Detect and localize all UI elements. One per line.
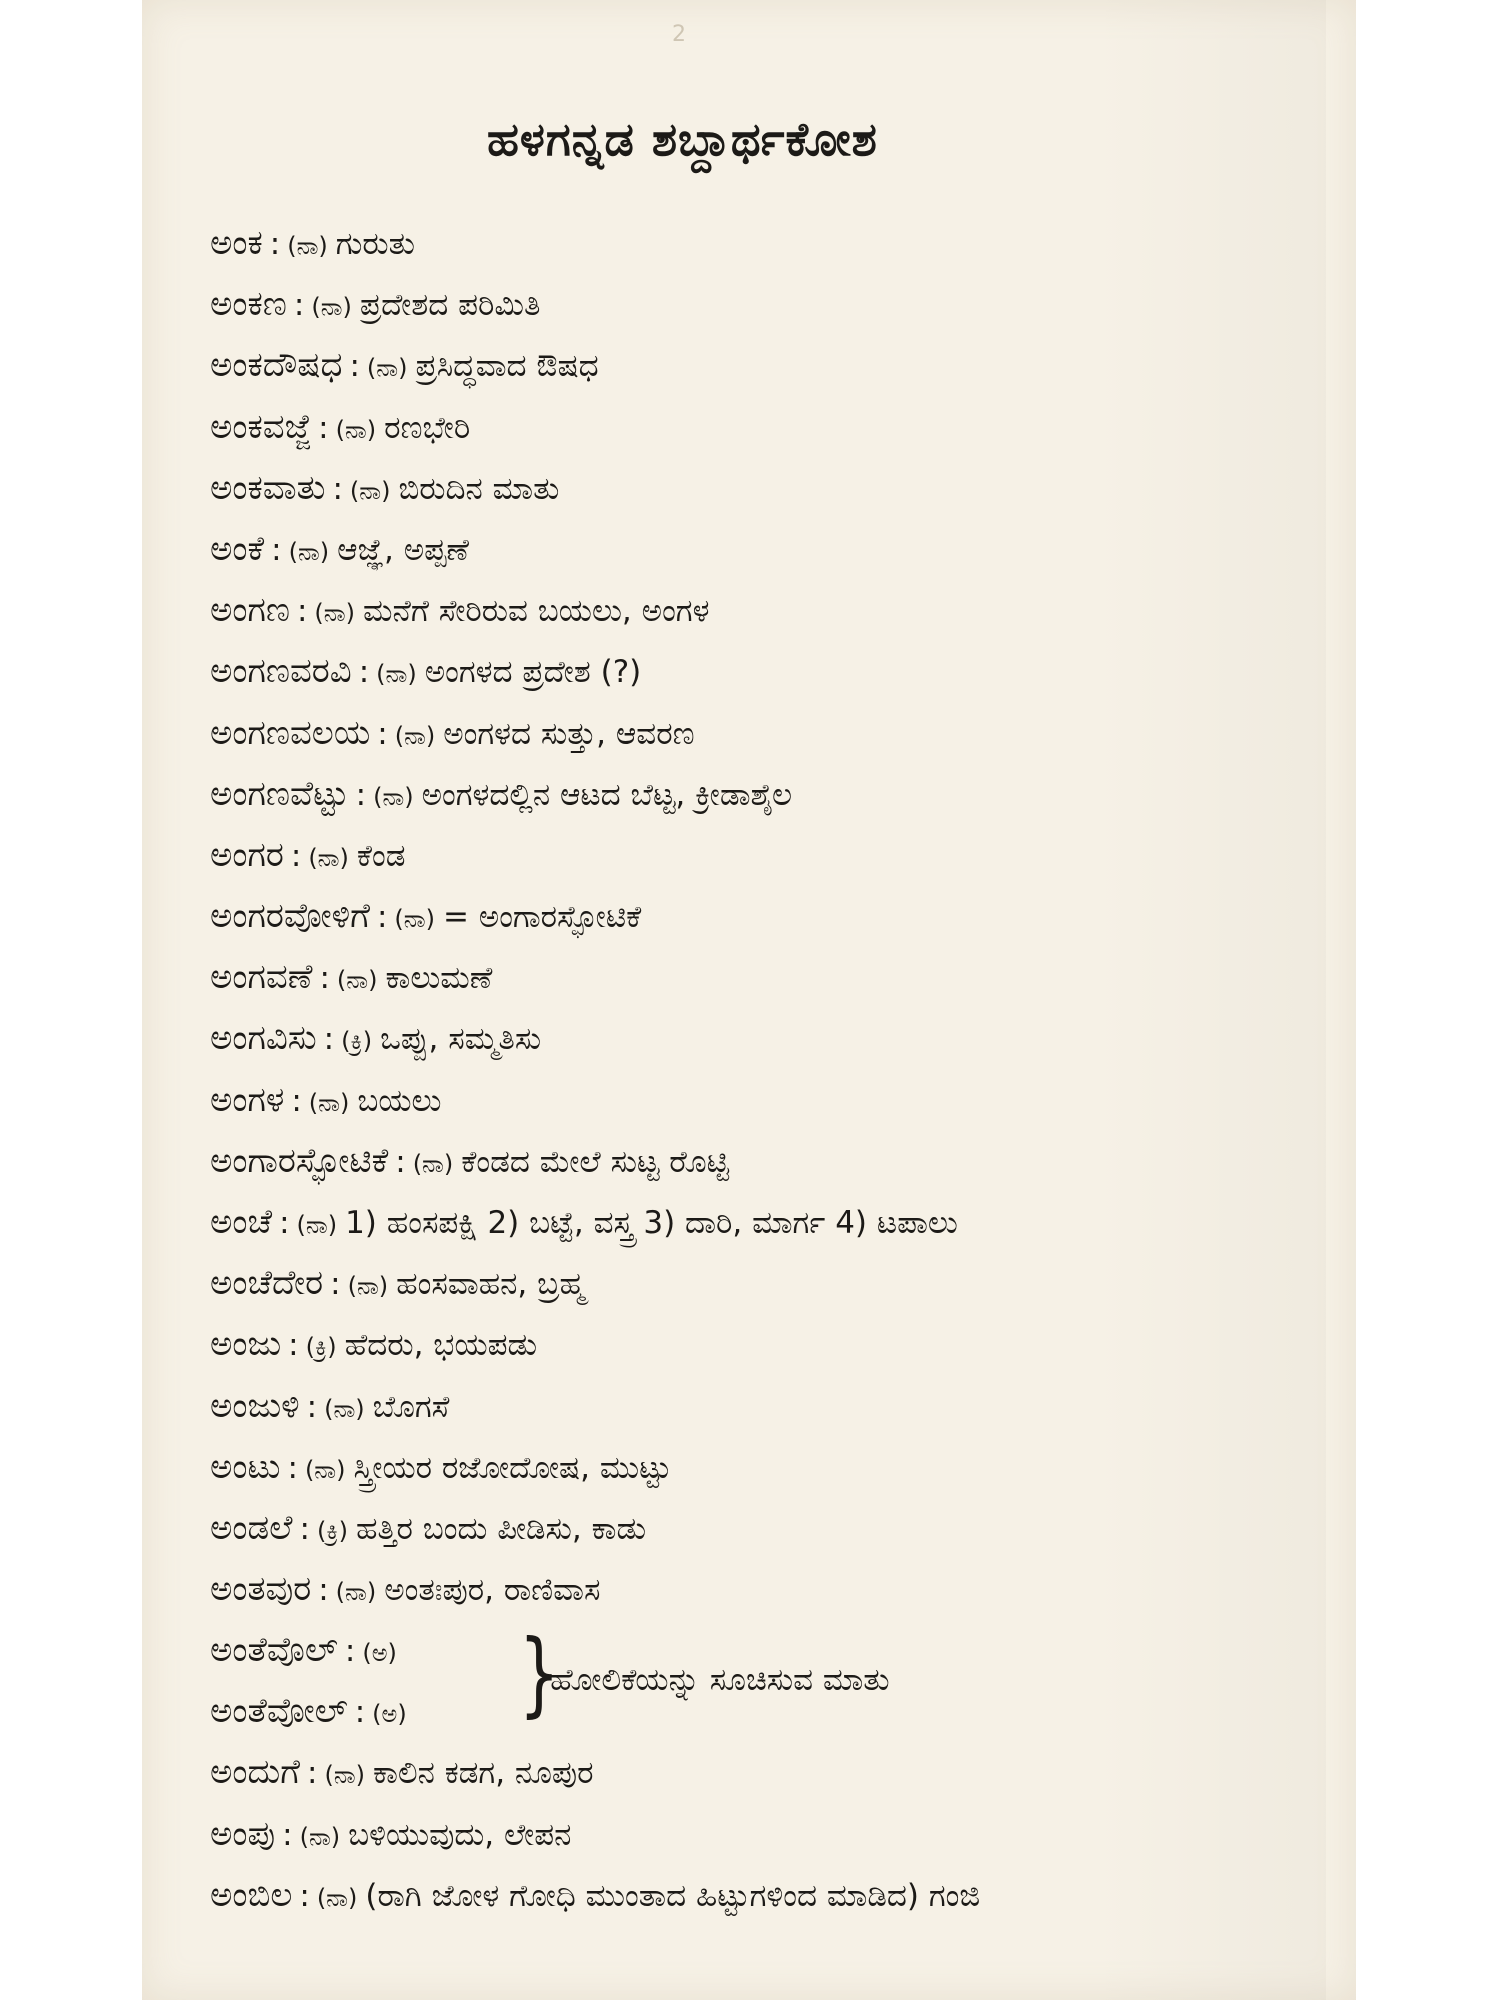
meaning: ಅಂಗಳದ ಸುತ್ತು, ಆವರಣ xyxy=(443,715,695,752)
headword: ಅಂದುಗೆ xyxy=(210,1752,300,1793)
headword: ಅಂಗಣ xyxy=(210,590,290,631)
part-of-speech: (ನಾ) xyxy=(287,232,328,260)
dictionary-entry xyxy=(210,274,1330,335)
colon-separator: : xyxy=(323,1021,335,1058)
meaning: ಹಂಸವಾಹನ, ಬ್ರಹ್ಮ xyxy=(396,1266,586,1303)
part-of-speech: (ನಾ) xyxy=(373,782,414,811)
colon-separator: : xyxy=(287,1449,298,1486)
colon-separator: : xyxy=(269,226,281,262)
colon-separator: : xyxy=(318,409,329,446)
dictionary-entry xyxy=(210,519,1330,580)
headword: ಅಂತವುರ xyxy=(210,1569,312,1610)
colon-separator: : xyxy=(376,899,388,936)
headword: ಅಂಗಳ xyxy=(210,1079,285,1120)
part-of-speech: (ನಾ) xyxy=(308,843,349,872)
meaning: ಪ್ರದೇಶದ ಪರಿಮಿತಿ xyxy=(359,287,541,324)
meaning: ಒಪ್ಪು, ಸಮ್ಮತಿಸು xyxy=(380,1021,542,1058)
headword: ಅಂಪು xyxy=(210,1813,276,1854)
headword: ಅಂಕದೌಷಧ xyxy=(210,345,343,386)
headword: ಅಂಗವಿಸು xyxy=(210,1018,317,1059)
headword: ಅಂಜುಳಿ xyxy=(210,1385,300,1426)
dictionary-entry xyxy=(210,1742,1330,1803)
part-of-speech: (ನಾ) xyxy=(316,1883,358,1912)
meaning: 1) ಹಂಸಪಕ್ಷಿ 2) ಬಟ್ಟೆ, ವಸ್ತ್ರ 3) ದಾರಿ, ಮಾರ್ಗ 4) ಟಪಾಲು xyxy=(345,1205,958,1241)
part-of-speech: (ನಾ) xyxy=(366,354,408,383)
colon-separator: : xyxy=(344,1633,356,1670)
entry-group-after xyxy=(210,1742,1330,1926)
dictionary-entry xyxy=(210,1131,1330,1192)
colon-separator: : xyxy=(296,593,308,630)
meaning: ಹತ್ತಿರ ಬಂದು ಪೀಡಿಸು, ಕಾಡು xyxy=(355,1510,647,1547)
headword: ಅಂಗಾರಸ್ಫೋಟಿಕೆ xyxy=(210,1140,389,1181)
dictionary-entry xyxy=(210,1253,1330,1314)
dictionary-entry xyxy=(210,1559,1330,1620)
dictionary-entry xyxy=(210,335,1330,396)
brace-entry-line xyxy=(210,1620,405,1681)
part-of-speech: (ಕ್ರಿ) xyxy=(316,1516,348,1545)
colon-separator: : xyxy=(279,1205,290,1241)
headword: ಅಂಟು xyxy=(210,1446,281,1487)
page-title: ಹಳಗನ್ನಡ ಶಬ್ದಾರ್ಥಕೋಶ xyxy=(487,112,878,166)
meaning: ಬಿರುದಿನ ಮಾತು xyxy=(398,470,560,507)
meaning: ಬೊಗಸೆ xyxy=(372,1388,450,1425)
part-of-speech: (ನಾ) xyxy=(304,1455,346,1484)
part-of-speech: (ನಾ) xyxy=(336,966,378,995)
colon-separator: : xyxy=(288,1327,299,1364)
dictionary-entry xyxy=(210,458,1330,519)
headword: ಅಂಗರವೋಳಿಗೆ xyxy=(210,896,370,937)
colon-separator: : xyxy=(395,1143,406,1180)
meaning: ಆಜ್ಞೆ, ಅಪ್ಪಣೆ xyxy=(337,531,469,568)
dictionary-entry xyxy=(210,886,1330,947)
colon-separator: : xyxy=(290,837,302,874)
colon-separator: : xyxy=(282,1816,293,1853)
dictionary-entry xyxy=(210,580,1330,641)
part-of-speech: (ನಾ) xyxy=(324,1394,365,1423)
meaning: ಬಳಿಯುವುದು, ಲೇಪನ xyxy=(348,1816,572,1853)
dictionary-entry xyxy=(210,1865,1330,1926)
meaning: ಹೆದರು, ಭಯಪಡು xyxy=(344,1327,538,1364)
colon-separator: : xyxy=(355,776,367,813)
headword: ಅಂಕವಜ್ಜೆ xyxy=(210,406,312,447)
colon-separator: : xyxy=(354,1694,366,1731)
dictionary-entry xyxy=(210,1008,1330,1069)
colon-separator: : xyxy=(293,287,305,324)
meaning: ಪ್ರಸಿದ್ಧವಾದ ಔಷಧ xyxy=(415,348,599,385)
part-of-speech: (ನಾ) xyxy=(314,599,355,628)
brace-entry-line xyxy=(210,1681,415,1742)
part-of-speech: (ನಾ) xyxy=(394,905,435,934)
headword: ಅಂಗರ xyxy=(210,834,284,875)
part-of-speech: (ನಾ) xyxy=(394,721,436,750)
meaning: ರಣಭೇರಿ xyxy=(384,409,471,446)
colon-separator: : xyxy=(330,1266,341,1303)
part-of-speech: (ನಾ) xyxy=(324,1761,365,1790)
entry-group-main xyxy=(210,213,1330,1620)
headword: ಅಂತೆವೊಲ್ xyxy=(210,1630,338,1671)
part-of-speech: (ನಾ) xyxy=(288,537,330,566)
meaning: ಅಂತಃಪುರ, ರಾಣಿವಾಸ xyxy=(384,1572,601,1609)
part-of-speech: (ಅ) xyxy=(362,1639,397,1668)
headword: ಅಂಬಿಲ xyxy=(210,1874,293,1915)
colon-separator: : xyxy=(332,470,343,507)
headword: ಅಂಕ xyxy=(210,223,263,263)
colon-separator: : xyxy=(271,531,282,568)
dictionary-entry xyxy=(210,1376,1330,1437)
part-of-speech: (ನಾ) xyxy=(311,293,352,322)
dictionary-entry xyxy=(210,213,1330,274)
headword: ಅಂಗಣವರವಿ xyxy=(210,651,352,692)
part-of-speech: (ನಾ) xyxy=(376,660,417,689)
dictionary-entry xyxy=(210,1437,1330,1498)
colon-separator: : xyxy=(319,960,330,997)
meaning: ಅಂಗಳದಲ್ಲಿನ ಆಟದ ಬೆಟ್ಟ, ಕ್ರೀಡಾಶೈಲ xyxy=(421,776,793,813)
dictionary-entry xyxy=(210,641,1330,702)
page-number: 2 xyxy=(672,22,686,47)
meaning: ಕಾಲುಮಣೆ xyxy=(385,960,493,997)
meaning: ಬಯಲು xyxy=(357,1082,442,1119)
headword: ಅಂಕವಾತು xyxy=(210,467,326,508)
dictionary-entry xyxy=(210,703,1330,764)
dictionary-entry xyxy=(210,397,1330,458)
part-of-speech: (ನಾ) xyxy=(335,1578,377,1607)
colon-separator: : xyxy=(299,1877,310,1914)
dictionary-entry xyxy=(210,947,1330,1008)
colon-separator: : xyxy=(299,1510,310,1547)
colon-separator: : xyxy=(377,715,388,752)
headword: ಅಂಗವಣೆ xyxy=(210,957,313,998)
entry-list xyxy=(210,213,1330,1926)
part-of-speech: (ನಾ) xyxy=(335,415,377,444)
meaning: ಕೆಂಡದ ಮೇಲೆ ಸುಟ್ಟ ರೊಟ್ಟಿ xyxy=(461,1143,730,1180)
meaning: ಕೆಂಡ xyxy=(356,837,406,874)
colon-separator: : xyxy=(306,1388,318,1425)
colon-separator: : xyxy=(318,1572,329,1609)
dictionary-entry xyxy=(210,1192,1330,1253)
headword: ಅಂಗಣವೆಟ್ಟು xyxy=(210,773,349,814)
headword: ಅಂಚೆದೇರ xyxy=(210,1263,324,1304)
dictionary-entry xyxy=(210,1070,1330,1131)
headword: ಅಂಕೆ xyxy=(210,528,265,569)
colon-separator: : xyxy=(349,348,360,385)
part-of-speech: (ನಾ) xyxy=(349,476,391,505)
meaning: ಗುರುತು xyxy=(335,226,415,262)
dictionary-entry xyxy=(210,825,1330,886)
part-of-speech: (ಕ್ರಿ) xyxy=(341,1027,373,1056)
dictionary-page xyxy=(142,0,1356,2000)
curly-brace-icon: } xyxy=(518,1620,560,1728)
headword: ಅಂಜು xyxy=(210,1324,282,1365)
headword: ಅಂಗಣವಲಯ xyxy=(210,712,371,753)
meaning: (ರಾಗಿ ಜೋಳ ಗೋಧಿ ಮುಂತಾದ ಹಿಟ್ಟುಗಳಿಂದ ಮಾಡಿದ) ಗಂಜಿ xyxy=(365,1877,981,1914)
part-of-speech: (ನಾ) xyxy=(412,1149,454,1178)
meaning: ಮನೆಗೆ ಸೇರಿರುವ ಬಯಲು, ಅಂಗಳ xyxy=(362,593,710,630)
dictionary-entry xyxy=(210,1314,1330,1375)
dictionary-entry xyxy=(210,1498,1330,1559)
meaning: = ಅಂಗಾರಸ್ಫೋಟಿಕೆ xyxy=(442,899,642,936)
colon-separator: : xyxy=(358,654,370,691)
part-of-speech: (ನಾ) xyxy=(299,1822,341,1851)
part-of-speech: (ನಾ) xyxy=(308,1088,350,1117)
headword: ಅಂಚೆ xyxy=(210,1202,273,1242)
headword: ಅಂಕಣ xyxy=(210,284,287,325)
meaning: ಸ್ತ್ರೀಯರ ರಜೋದೋಷ, ಮುಟ್ಟು xyxy=(353,1449,672,1486)
dictionary-entry xyxy=(210,764,1330,825)
part-of-speech: (ನಾ) xyxy=(347,1272,389,1301)
part-of-speech: (ಕ್ರಿ) xyxy=(305,1333,337,1362)
headword: ಅಂಡಲೆ xyxy=(210,1507,293,1548)
headword: ಅಂತೆವೋಲ್ xyxy=(210,1691,348,1732)
part-of-speech: (ನಾ) xyxy=(296,1211,338,1239)
shared-meaning: ಹೋಲಿಕೆಯನ್ನು ಸೂಚಿಸುವ ಮಾತು xyxy=(550,1662,890,1699)
part-of-speech: (ಅ) xyxy=(372,1700,407,1729)
colon-separator: : xyxy=(291,1082,302,1119)
meaning: ಕಾಲಿನ ಕಡಗ, ನೂಪುರ xyxy=(373,1755,594,1792)
dictionary-entry xyxy=(210,1804,1330,1865)
colon-separator: : xyxy=(307,1755,318,1792)
meaning: ಅಂಗಳದ ಪ್ರದೇಶ (?) xyxy=(424,654,642,691)
brace-entry-group xyxy=(210,1620,1330,1742)
